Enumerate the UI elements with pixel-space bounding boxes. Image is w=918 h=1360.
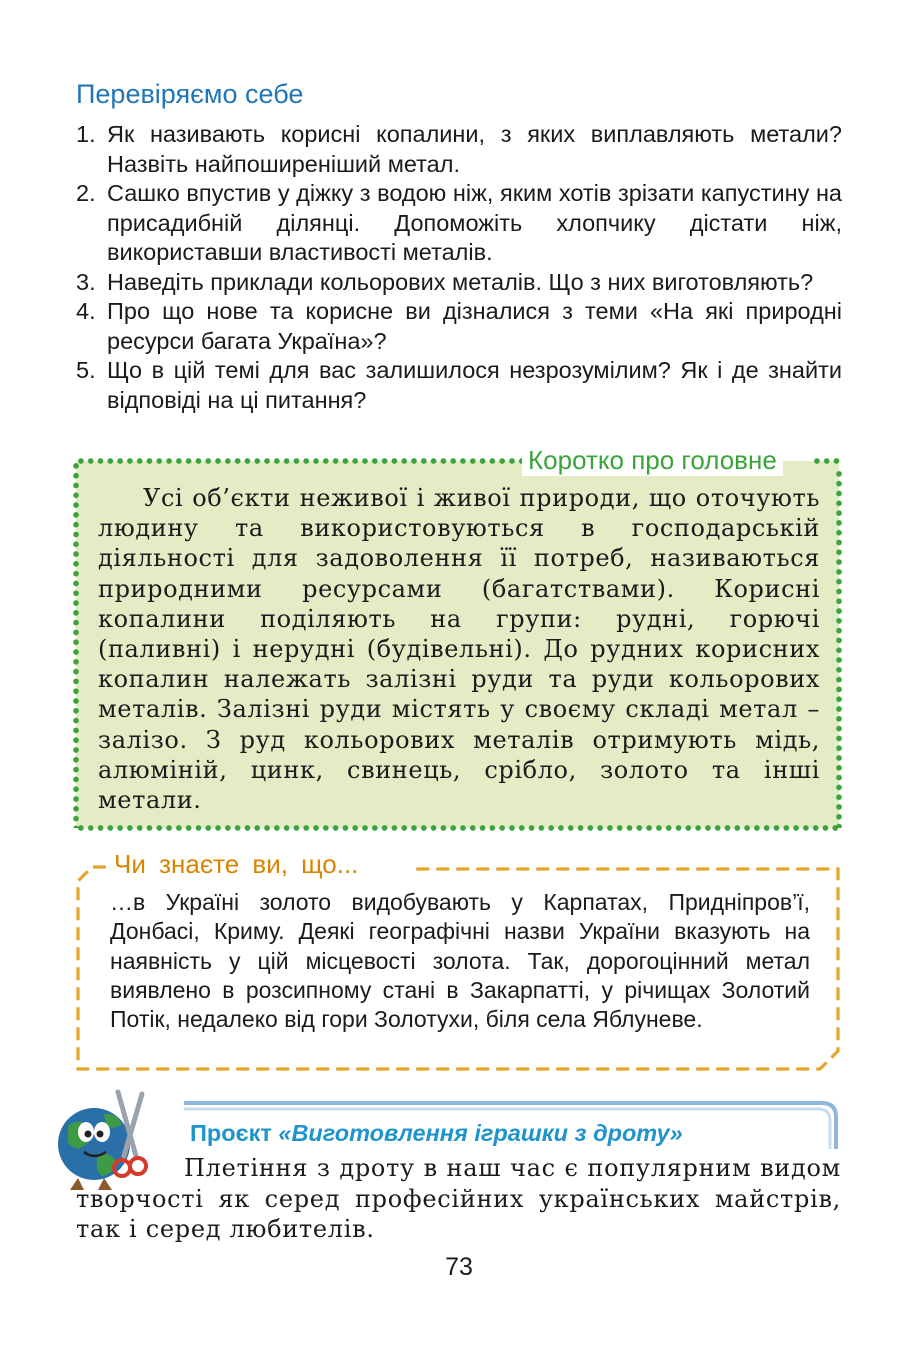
project-title [190,1120,683,1147]
project-name: «Виготовлення іграшки з дроту» [278,1120,683,1146]
question-text: Що в цій темі для вас залишилося незрозумілим? Як і де знайти відповіді на ці питання? [107,357,842,413]
question-text: Сашко впустив у діжку з водою ніж, яким хотів зрізати капустину на присадибній ділянці. Допоможіть хлопчику дістати ніж, використавши властивості металів. [107,180,842,265]
question-text: Як називають корисні копалини, з яких виплавляють метали? Назвіть найпоширеніший метал. [107,121,842,177]
summary-box [76,445,839,828]
dotted-border-right [836,469,842,828]
did-you-know-box [76,849,840,1071]
did-you-know-title: Чи знаєте ви, що... [108,849,364,880]
question-number: 2. [76,180,96,206]
summary-text [98,483,820,815]
project-label: Проєкт [190,1120,272,1146]
question-item [76,120,842,179]
dotted-border-left [73,461,79,828]
summary-paragraph: Усі об’єкти неживої і живої природи, що оточують людину та використовуються в господарській діяльності для задоволення її потреб, називаються природними ресурсами (багатствами). Корисні копалини поділяють на групи: рудні, горючі (паливні) і нерудні (будівельні). До рудних корисних копалин належать залізні руди та руди кольорових металів. Залізні руди містять у своєму складі метал – залізо. З руд кольорових металів отримують мідь, алюміній, цинк, свинець, срібло, золото та інші метали. [98,484,820,815]
page-number: 73 [445,1253,473,1281]
dotted-border-bottom [76,825,839,831]
summary-title: Коротко про головне [522,445,783,476]
dotted-border-top-right [812,458,842,464]
dotted-border-top [76,458,524,464]
question-number: 1. [76,121,96,147]
question-item [76,356,842,415]
question-number: 3. [76,268,96,295]
question-item [76,268,842,298]
project-paragraph: Плетіння з дроту в наш час є популярним видом творчості як серед професійних українських майстрів, так і серед любителів. [76,1154,841,1243]
question-text: Про що нове та корисне ви дізналися з теми «На які природні ресурси багата Україна»? [107,298,842,354]
question-item [76,179,842,268]
question-number: 4. [76,298,96,324]
question-list [76,120,842,415]
did-you-know-text: …в Україні золото видобувають у Карпатах, Придніпров’ї, Донбасі, Криму. Деякі географічні назви України вказують на наявність у цій місцевості золота. Так, дорогоцінний метал виявлено в розсипному стані в Закарпатті, у річищах Золотий Потік, недалеко від гори Золотухи, біля села Яблуневе. [110,889,810,1033]
question-item [76,297,842,356]
project-text [76,1153,841,1245]
question-text: Наведіть приклади кольорових металів. Що з них виготовляють? [107,268,814,295]
check-section-title: Перевіряємо себе [76,79,304,109]
question-number: 5. [76,357,96,383]
